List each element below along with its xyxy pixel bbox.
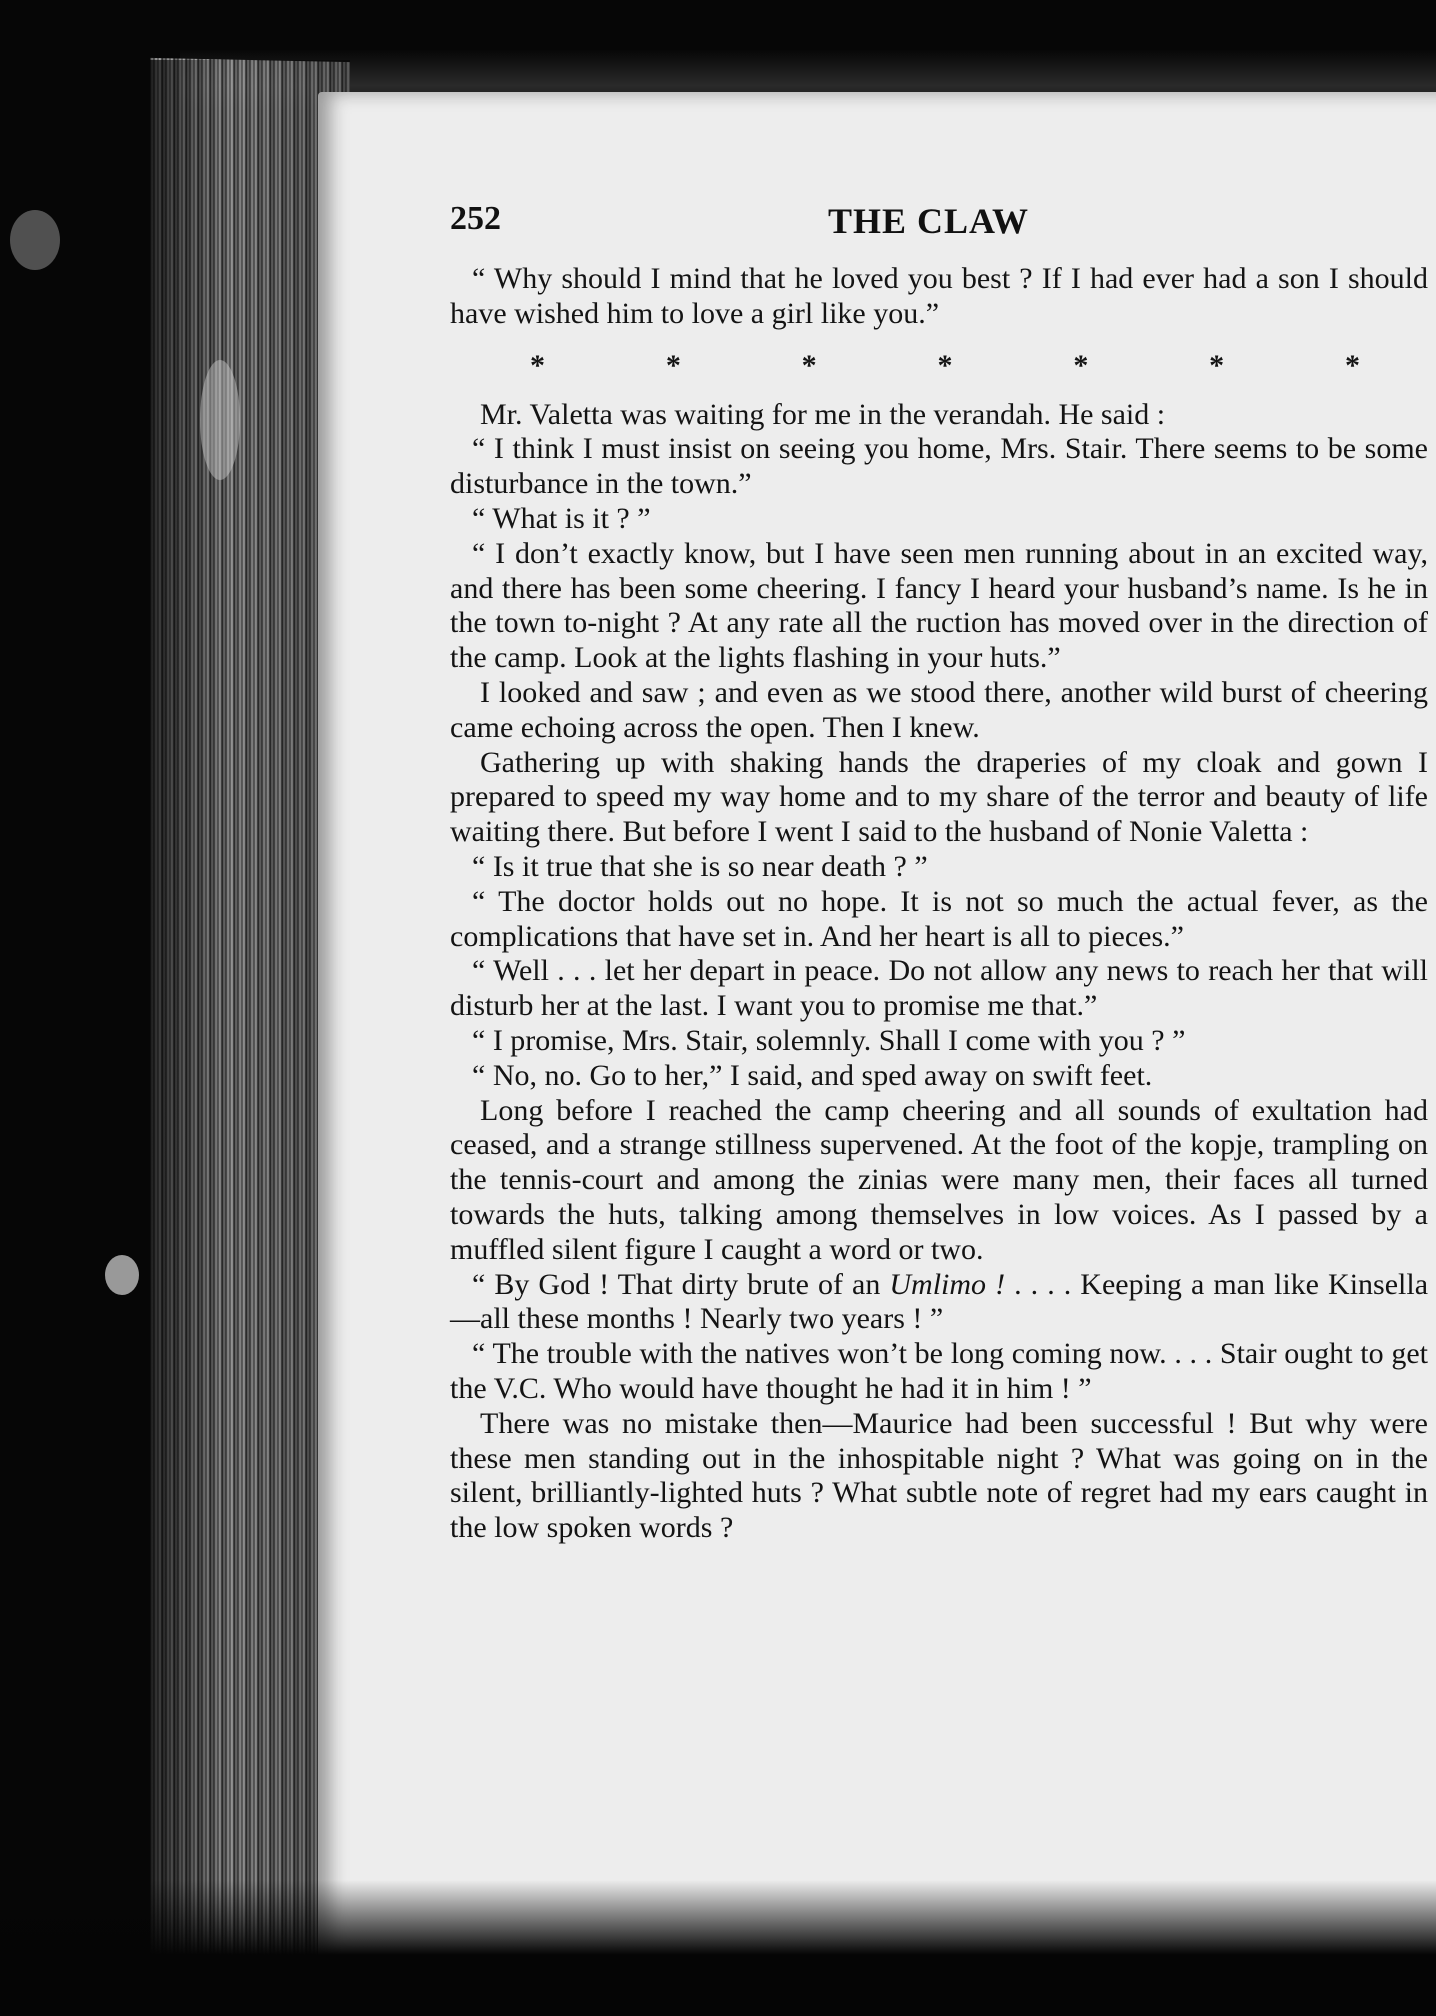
- paragraph-text: . . . . Keeping a man like Kinsella—all these months ! Nearly two years ! ”: [450, 1267, 1429, 1336]
- dust-speck: [200, 360, 240, 480]
- paragraph-text: “ By God ! That dirty brute of an: [472, 1267, 890, 1301]
- paragraph: “ Well . . . let her depart in peace. Do not allow any news to reach her that will disturb her at the last. I want you to promise me that.”: [450, 954, 1428, 1023]
- italic-word: Umlimo !: [889, 1267, 1006, 1301]
- paragraph: Gathering up with shaking hands the draperies of my cloak and gown I prepared to speed my way home and to my share of the terror and beauty of life waiting there. But before I went I said to the husband of Nonie Valetta :: [450, 745, 1428, 849]
- section-break-asterisk: *: [1073, 348, 1089, 382]
- section-break-asterisk: *: [937, 348, 953, 382]
- paragraph: “ The doctor holds out no hope. It is not so much the actual fever, as the complications that have set in. And her heart is all to pieces.”: [450, 884, 1428, 953]
- paragraph: “ No, no. Go to her,” I said, and sped away on swift feet.: [472, 1058, 1153, 1092]
- dust-speck: [10, 210, 60, 270]
- section-break-asterisk: *: [1344, 348, 1360, 382]
- paragraph: “ I think I must insist on seeing you home, Mrs. Stair. There seems to be some disturbance in the town.”: [450, 432, 1428, 501]
- paragraph: Mr. Valetta was waiting for me in the verandah. He said :: [480, 397, 1166, 431]
- dust-speck: [105, 1255, 139, 1295]
- paragraph: [450, 1268, 1428, 1338]
- paragraph: “ What is it ? ”: [472, 501, 651, 535]
- paragraph: “ I don’t exactly know, but I have seen men running about in an excited way, and there has been some cheering. I fancy I heard your husband’s name. Is he in the town to-night ? At any rate all the ruction has moved over in the direction of the camp. Look at the lights flashing in your huts.”: [450, 536, 1428, 675]
- paragraph: “ Is it true that she is so near death ? ”: [472, 849, 928, 883]
- section-break-asterisk: *: [1209, 348, 1225, 382]
- section-break-asterisk: *: [530, 348, 545, 382]
- section-break-asterisk: *: [665, 348, 681, 382]
- section-break-asterisk: *: [801, 348, 817, 382]
- paragraph: Long before I reached the camp cheering and all sounds of exultation had ceased, and a strange stillness supervened. At the foot of the kopje, trampling on the tennis-court and among the zinias were many men, their faces all turned towards the huts, talking among themselves in low voices. As I passed by a muffled silent figure I caught a word or two.: [450, 1093, 1428, 1266]
- section-break: [450, 340, 1428, 392]
- paragraph: “ The trouble with the natives won’t be long coming now. . . . Stair ought to get the V.C. Who would have thought he had it in him ! ”: [450, 1337, 1428, 1405]
- paragraph: There was no mistake then—Maurice had been successful ! But why were these men standing out in the inhospitable night ? What was going on in the silent, brilliantly-lighted huts ? What subtle note of regret had my ears caught in the low spoken words ?: [450, 1406, 1428, 1545]
- paragraph: “ Why should I mind that he loved you best ? If I had ever had a son I should have wished him to love a girl like you.”: [450, 262, 1428, 330]
- body-text: [450, 262, 1428, 1546]
- page-header: [450, 200, 1410, 250]
- bottom-shadow: [0, 1880, 1436, 2016]
- paragraph: I looked and saw ; and even as we stood there, another wild burst of cheering came echoing across the open. Then I knew.: [450, 675, 1428, 744]
- page-number: 252: [450, 200, 501, 237]
- running-title: THE CLAW: [828, 201, 1030, 241]
- paragraph: “ I promise, Mrs. Stair, solemnly. Shall I come with you ? ”: [472, 1023, 1186, 1057]
